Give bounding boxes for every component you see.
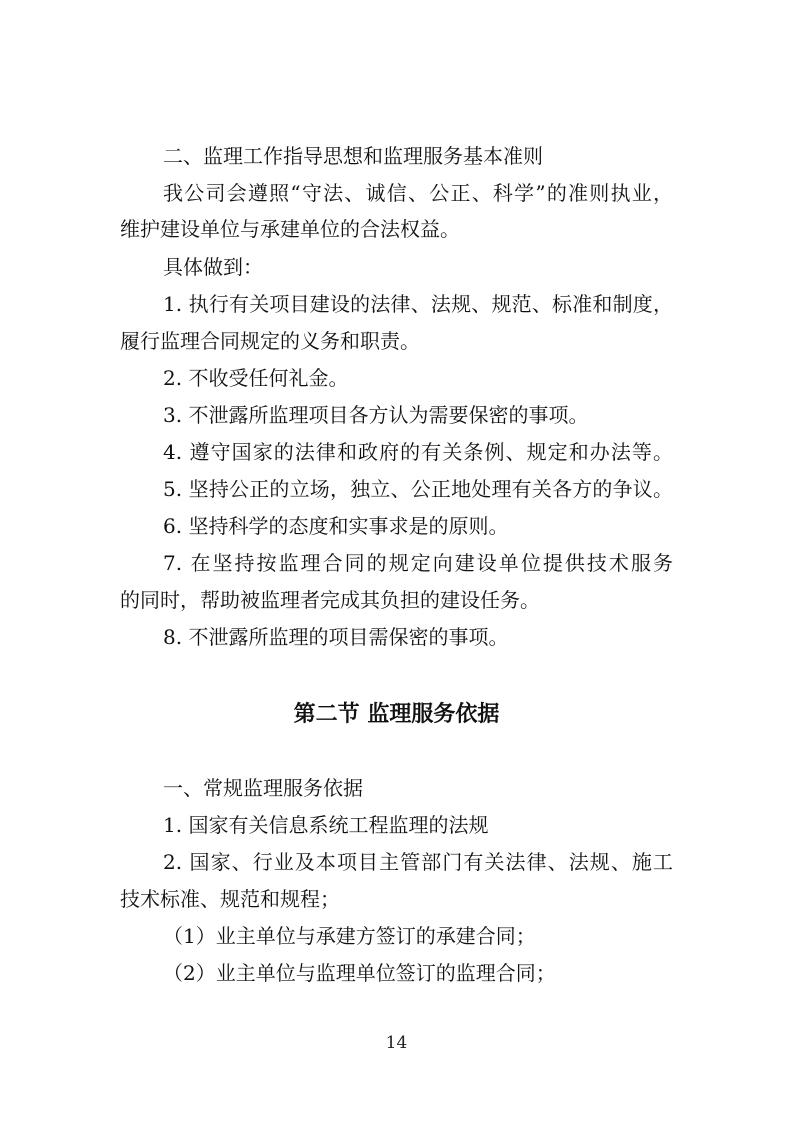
basis-subtitle: 一、常规监理服务依据 [163, 776, 363, 800]
principle-item-8: 8. 不泄露所监理的项目需保密的事项。 [163, 625, 509, 649]
intro-paragraph-line2: 维护建设单位与承建单位的合法权益。 [120, 217, 460, 241]
basis-subitem-1: （1）业主单位与承建方签订的承建合同； [163, 924, 536, 948]
basis-item-2-line1: 2. 国家、行业及本项目主管部门有关法律、法规、施工 [163, 850, 673, 874]
section-heading: 第二节 监理服务依据 [293, 702, 500, 727]
principle-item-5: 5. 坚持公正的立场，独立、公正地处理有关各方的争议。 [163, 477, 673, 501]
principle-item-1-line2: 履行监理合同规定的义务和职责。 [120, 329, 420, 353]
basis-item-2-line2: 技术标准、规范和规程； [120, 887, 340, 911]
section-title: 二、监理工作指导思想和监理服务基本准则 [163, 144, 543, 168]
principle-item-4: 4. 遵守国家的法律和政府的有关条例、规定和办法等。 [163, 440, 673, 464]
intro-paragraph-line1: 我公司会遵照“守法、诚信、公正、科学”的准则执业， [163, 181, 673, 205]
basis-item-1: 1. 国家有关信息系统工程监理的法规 [163, 813, 489, 837]
page-number: 14 [385, 1033, 408, 1053]
specific-label: 具体做到： [163, 255, 263, 279]
principle-item-7-line1: 7. 在坚持按监理合同的规定向建设单位提供技术服务 [163, 551, 673, 575]
principle-item-7-line2: 的同时，帮助被监理者完成其负担的建设任务。 [120, 588, 540, 612]
principle-item-2: 2. 不收受任何礼金。 [163, 366, 349, 390]
principle-item-6: 6. 坚持科学的态度和实事求是的原则。 [163, 514, 509, 538]
principle-item-1-line1: 1. 执行有关项目建设的法律、法规、规范、标准和制度， [163, 292, 673, 316]
principle-item-3: 3. 不泄露所监理项目各方认为需要保密的事项。 [163, 403, 589, 427]
basis-subitem-2: （2）业主单位与监理单位签订的监理合同； [163, 961, 556, 985]
